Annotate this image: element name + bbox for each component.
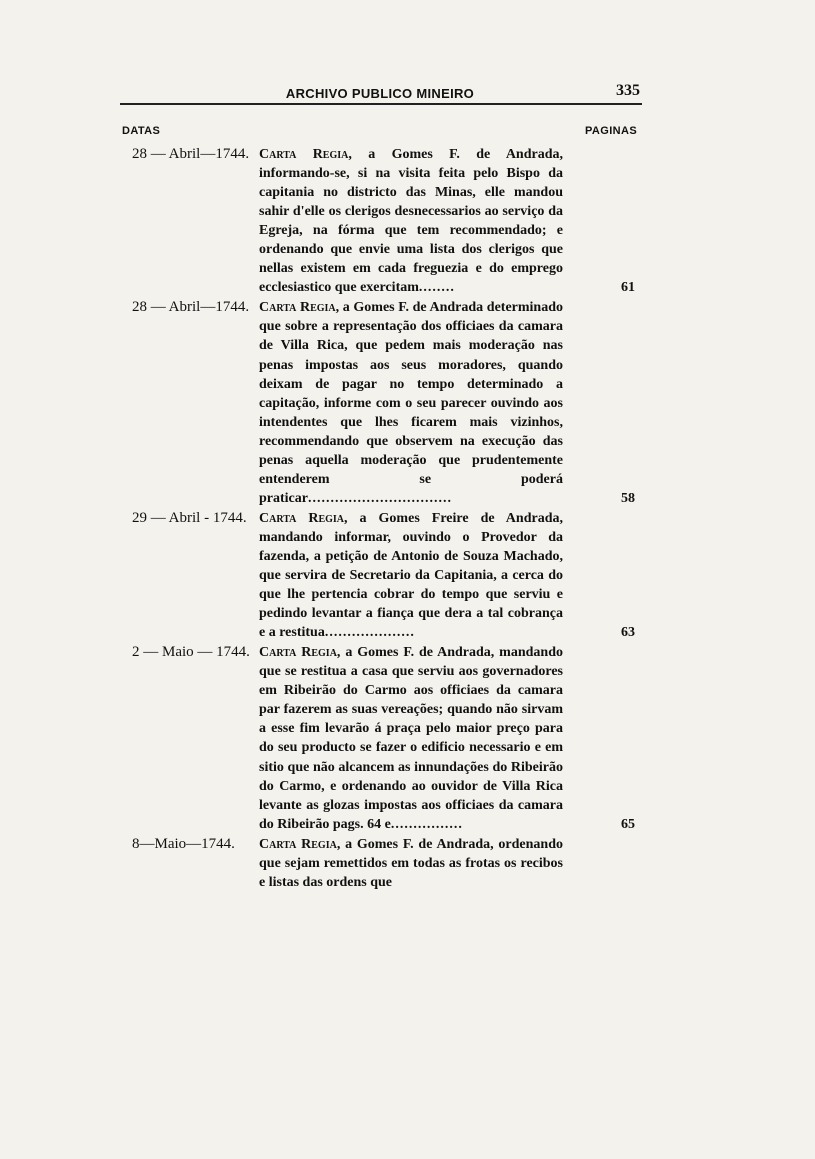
entry-lead: Carta Regia (259, 510, 345, 526)
column-heading-dates: DATAS (122, 125, 161, 137)
entry-leader: ................ (390, 816, 463, 832)
entry-date: 29 — Abril - 1744. (132, 509, 247, 526)
entry-text (259, 643, 563, 833)
entry-lead: Carta Regia (259, 300, 336, 316)
entry-text (259, 298, 563, 508)
entry (122, 298, 647, 508)
entry (122, 145, 647, 297)
entry-body: , a Gomes Freire de Andrada, mandando informar, ouvindo o Provedor da fazenda, a petição de Antonio de Souza Machado, que servira de Secretario da Capitania, a cerca do que lhe pertencia cobrar do tempo que serviu e pedindo levantar a fiança que dera a tal cobrança e a restitua (259, 510, 563, 641)
entry-body: , a Gomes F. de Andrada, mandando que se restitua a casa que serviu aos governadores em Ribeirão do Carmo aos officiaes da camara par fazerem as suas vereações; quando não sirvam a esse fim levarão á praça pelo maior preço para do seu producto se fazer o edificio necessario e em sitio que não alcancem as innundações do Ribeirão do Carmo, e ordenando ao ouvidor de Villa Rica levante as glozas impostas aos officiaes da camara do Ribeirão pags. 64 e (259, 645, 563, 832)
page-number: 335 (616, 82, 640, 99)
entry-pages: 63 (621, 625, 635, 641)
entry-leader: .................... (324, 625, 415, 641)
column-heading-pages: PAGINAS (585, 125, 638, 137)
entry-date: 8—Maio—1744. (132, 835, 235, 852)
entry-body: , a Gomes F. de Andrada, informando-se, si na visita feita pelo Bispo da capitania no districto das Minas, elle mandou sahir d'elle os clerigos desnecessarios ao serviço da Egreja, na fórma que tem recommendado; e ordenando que envie uma lista dos clerigos que nellas existem em cada freguezia e do emprego ecclesiastico que exercitam (259, 147, 563, 296)
entry (122, 835, 647, 892)
entry-date: 28 — Abril—1744. (132, 146, 250, 162)
entries-list (122, 145, 647, 893)
entry-text (259, 835, 563, 892)
entry-body: , a Gomes F. de Andrada determinado que sobre a representação dos officiaes da camara de Villa Rica, que pedem mais moderação nas penas impostas aos seus moradores, quando deixam de pagar no tempo determinado a capitação, informe com o seu parecer ouvindo aos intendentes que lhes ficarem mais vizinhos, recommendando que observem na execução das penas aquella moderação que prudentemente entenderem se poderá praticar (259, 300, 563, 506)
entry-lead: Carta Regia (259, 645, 337, 661)
entry-pages: 58 (621, 490, 635, 506)
entry-date: 2 — Maio — 1744. (132, 644, 250, 661)
entry-leader: ................................ (307, 490, 452, 506)
entry-date: 28 — Abril—1744. (132, 299, 250, 316)
entry-leader: ........ (418, 280, 455, 296)
entry (122, 509, 647, 642)
entry-lead: Carta Regia (259, 836, 337, 852)
entry-pages: 61 (621, 280, 635, 296)
entry-text (259, 509, 563, 642)
entry-body: , a Gomes F. de Andrada, ordenando que sejam remettidos em todas as frotas os recibos e listas das ordens que (259, 836, 563, 890)
entry-lead: Carta Regia (259, 147, 349, 162)
entry-text (259, 145, 563, 297)
entry-pages: 65 (621, 816, 635, 832)
running-title: ARCHIVO PUBLICO MINEIRO (285, 86, 475, 101)
entry (122, 643, 647, 833)
header-rule (120, 103, 642, 105)
